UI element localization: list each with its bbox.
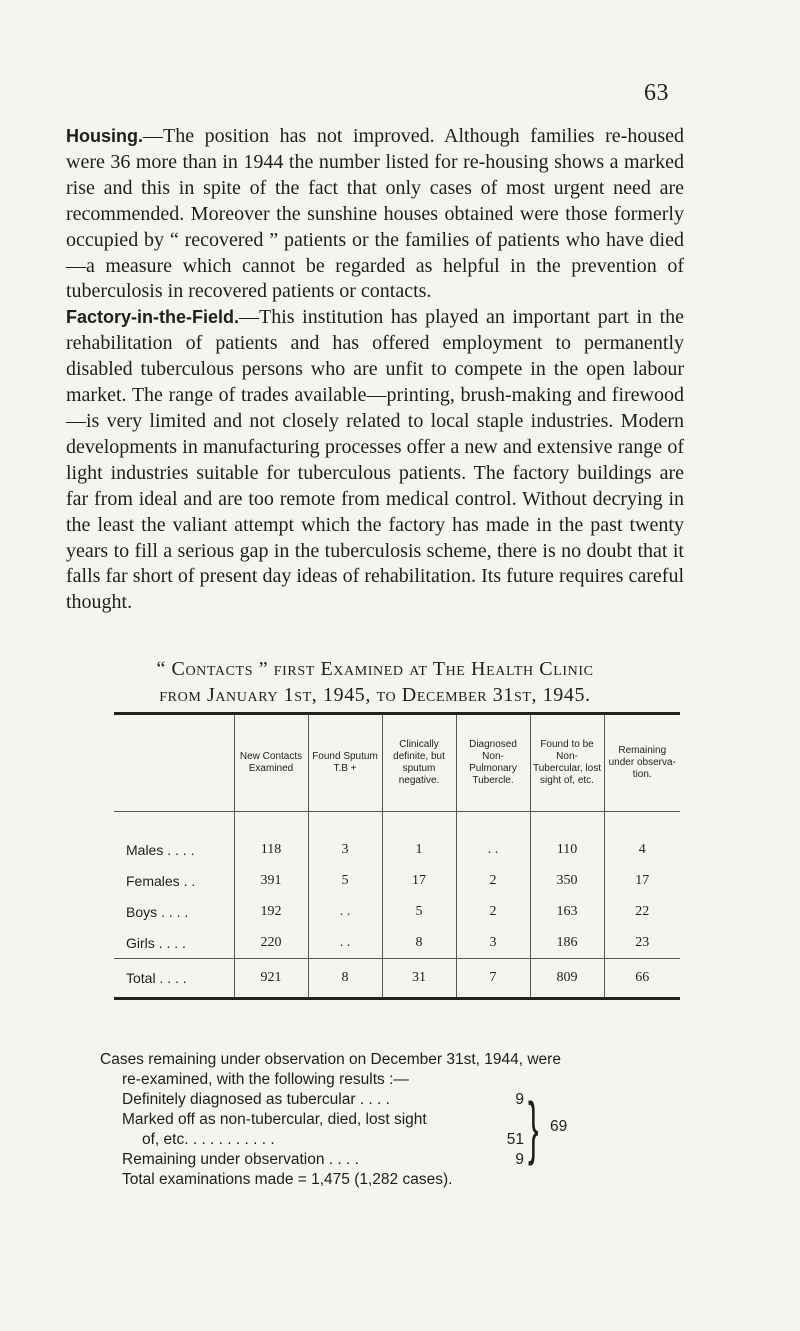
row-label: Females . .: [126, 872, 196, 889]
table-cell: 8: [382, 927, 456, 959]
table-title-line2: from January 1st, 1945, to December 31st, 1945.: [159, 684, 591, 706]
table-row: [114, 865, 680, 896]
table-cell: 5: [308, 865, 382, 896]
results-item-label: Remaining under observation . . . .: [122, 1151, 359, 1168]
table-cell: 8: [308, 959, 382, 999]
factory-heading: Factory-in-the-Field.: [66, 307, 240, 328]
results-sum: 69: [550, 1118, 568, 1135]
housing-paragraph: [66, 124, 684, 305]
table-cell: 118: [234, 812, 308, 866]
table-cell: 2: [456, 865, 530, 896]
table-cell: 23: [604, 927, 680, 959]
column-header: [114, 714, 234, 812]
table-cell: 350: [530, 865, 604, 896]
body-text: [66, 124, 684, 616]
results-total-line: Total examinations made = 1,475 (1,282 cases).: [122, 1171, 453, 1188]
table-cell: 31: [382, 959, 456, 999]
factory-body: —This institution has played an important part in the rehabilitation of patients and has offered employment to permanently disabled tuberculous persons who are unfit to compete in the open labour market. The range of trades available—printing, brush-making and firewood—is very limited and not closely related to local staple industries. Modern developments in manufacturing processes offer a new and extensive range of light industries suitable for tuberculous patients. The factory buildings are far from ideal and are too remote from medical control. Without decrying in the least the valiant attempt which the factory has made in the past twenty years to fill a serious gap in the tuberculosis scheme, there is no doubt that it falls far short of present day ideas of rehabilitation. Its future requires careful thought.: [66, 306, 684, 614]
column-header: Found to be Non-Tubercular, lost sight of, etc.: [530, 714, 604, 812]
column-header: Remaining under observa-tion.: [604, 714, 680, 812]
table-cell: 3: [456, 927, 530, 959]
factory-paragraph: [66, 305, 684, 616]
results-item: [100, 1130, 740, 1150]
row-label: Males . . . .: [126, 841, 195, 858]
table-cell: 4: [604, 812, 680, 866]
brace-symbol: }: [528, 1088, 539, 1166]
table-cell: 22: [604, 896, 680, 927]
table-cell: 2: [456, 896, 530, 927]
housing-body: —The position has not improved. Although families re-housed were 36 more than in 1944 the number listed for re-housing shows a marked rise and this in spite of the fact that only cases of most urgent need are recommended. Moreover the sunshine houses obtained were those formerly occupied by “ recovered ” patients or the families of patients who have died—a measure which cannot be regarded as helpful in the prevention of tuberculosis in recovered patients or contacts.: [66, 125, 684, 303]
table-cell: . .: [308, 927, 382, 959]
table-row: [114, 812, 680, 866]
table-cell: 921: [234, 959, 308, 999]
results-item: [100, 1150, 740, 1170]
table-cell: 391: [234, 865, 308, 896]
row-label: Girls . . . .: [126, 934, 186, 951]
table-cell: 192: [234, 896, 308, 927]
re-examination-results: [100, 1050, 740, 1190]
column-header: Diagnosed Non-Pulmonary Tubercle.: [456, 714, 530, 812]
column-header: New Contacts Examined: [234, 714, 308, 812]
table-cell: . .: [456, 812, 530, 866]
table-cell: 17: [604, 865, 680, 896]
table-cell: 110: [530, 812, 604, 866]
table-row: [114, 896, 680, 927]
housing-heading: Housing.: [66, 126, 143, 146]
results-item-label-line1: Marked off as non-tubercular, died, lost sight: [122, 1111, 427, 1128]
table-cell: 163: [530, 896, 604, 927]
table-cell: . .: [308, 896, 382, 927]
row-label: Boys . . . .: [126, 903, 189, 920]
results-item-value: 9: [515, 1091, 524, 1108]
results-item: [100, 1090, 740, 1110]
table-title-line1: “ Contacts ” first Examined at The Health Clinic: [156, 658, 594, 680]
table-cell: 5: [382, 896, 456, 927]
table-cell: 1: [382, 812, 456, 866]
table-header-row: [114, 714, 680, 812]
row-label: Total . . . .: [114, 959, 234, 999]
results-item-label: of, etc. . . . . . . . . . .: [142, 1131, 275, 1148]
results-item-value: 51: [506, 1131, 524, 1148]
table-cell: 3: [308, 812, 382, 866]
results-intro-line1: Cases remaining under observation on December 31st, 1944, were: [100, 1051, 561, 1068]
table-cell: 186: [530, 927, 604, 959]
column-header: Clinically definite, but sputum negative.: [382, 714, 456, 812]
results-item-value: 9: [515, 1151, 524, 1168]
table-cell: 220: [234, 927, 308, 959]
table-total-row: [114, 959, 680, 999]
contacts-table: [114, 712, 680, 1000]
table-cell: 7: [456, 959, 530, 999]
results-intro-line2: re-examined, with the following results :—: [122, 1071, 409, 1088]
column-header: Found Sputum T.B +: [308, 714, 382, 812]
page-number: 63: [644, 80, 669, 106]
results-item-label: Definitely diagnosed as tubercular . . . .: [122, 1091, 390, 1108]
table-cell: 66: [604, 959, 680, 999]
table-row: [114, 927, 680, 959]
table-cell: 809: [530, 959, 604, 999]
table-cell: 17: [382, 865, 456, 896]
